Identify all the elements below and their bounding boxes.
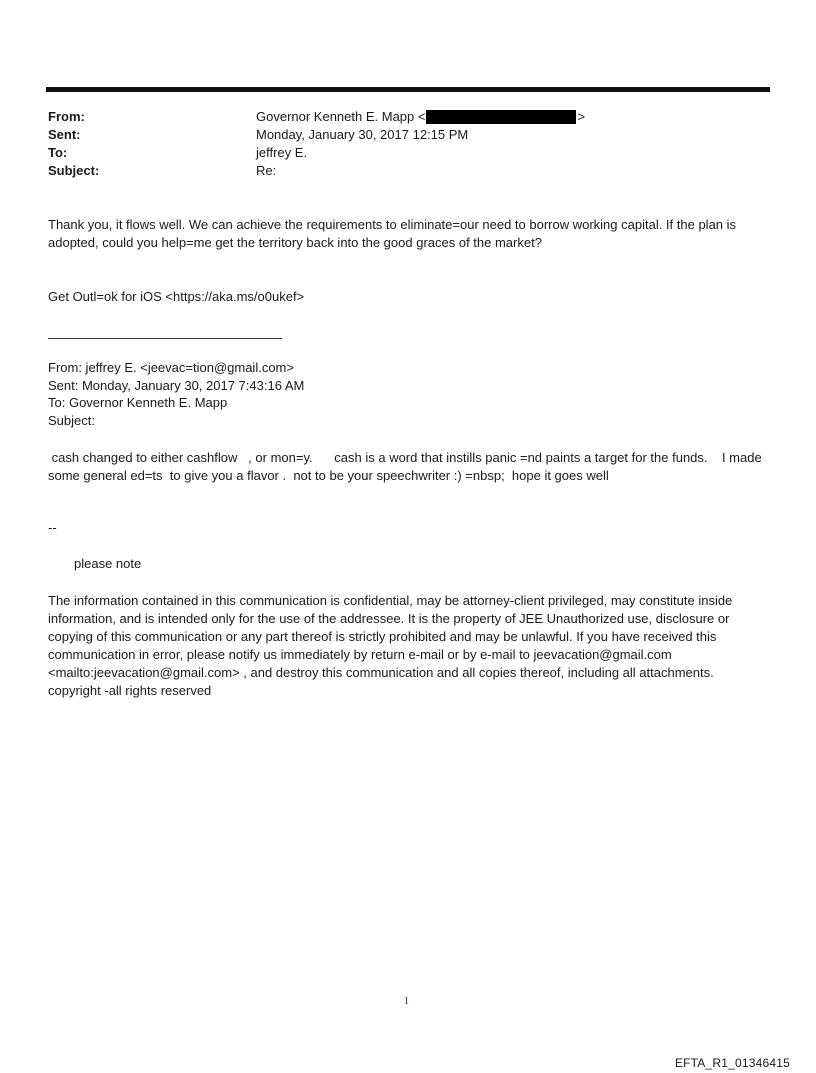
subject-value: Re: — [256, 163, 277, 178]
header-sent-row — [48, 126, 768, 144]
disclaimer-text: The information contained in this communication is confidential, may be attorney-client privileged, may constitute inside information, and is intended only for the use of the addressee. It is the property of JEE Unauthorized use, disclosure or copying of this communication or any part thereof is strictly prohibited and may be unlawful. If you have received this communication in error, please notify us immediately by return e-mail or by e-mail to jeevacation@gmail.com <mailto:jeevacation@gmail.com> , and destroy this communication and all copies thereof, including all attachments. copyright -all rights reserved — [48, 593, 733, 698]
from-value-name: Governor Kenneth E. Mapp < — [256, 109, 426, 124]
from-value-close: > — [577, 109, 586, 124]
header-to-row — [48, 144, 768, 162]
to-value: jeffrey E. — [256, 145, 308, 160]
page-number: 1 — [404, 996, 409, 1007]
from-value — [256, 108, 585, 126]
subject-label: Subject: — [48, 163, 100, 178]
to-label: To: — [48, 145, 68, 160]
signature-line: Get Outl=ok for iOS <https://aka.ms/o0ukef> — [48, 289, 305, 304]
header-subject-row — [48, 162, 768, 180]
header-from-row — [48, 108, 768, 126]
quoted-header — [48, 359, 304, 429]
sent-value: Monday, January 30, 2017 12:15 PM — [256, 127, 469, 142]
reply-text: Thank you, it flows well. We can achieve the requirements to eliminate=our need to borrow working capital. If the plan is adopted, could you help=me get the territory back into the good graces of the market? — [48, 217, 737, 250]
please-note: please note — [74, 556, 142, 571]
email-header — [48, 108, 768, 180]
top-rule — [46, 87, 770, 92]
signature-dashes: -- — [48, 520, 57, 535]
quoted-from-line: From: jeffrey E. <jeevac=tion@gmail.com> — [48, 360, 294, 375]
redaction-block — [426, 110, 576, 124]
quoted-sent-line: Sent: Monday, January 30, 2017 7:43:16 AM — [48, 377, 305, 393]
sent-label: Sent: — [48, 127, 81, 142]
document-id: EFTA_R1_01346415 — [674, 1056, 790, 1070]
quoted-to-line: To: Governor Kenneth E. Mapp — [48, 395, 228, 410]
quoted-message: cash changed to either cashflow , or mon=y. cash is a word that instills panic =nd paints a target for the funds. I made some general ed=ts to give you a flavor . not to be your speechwriter :) =nbsp; hope it goes well — [48, 450, 766, 483]
quote-separator — [48, 338, 282, 339]
quoted-subject-line: Subject: — [48, 412, 95, 428]
from-label: From: — [48, 109, 85, 124]
